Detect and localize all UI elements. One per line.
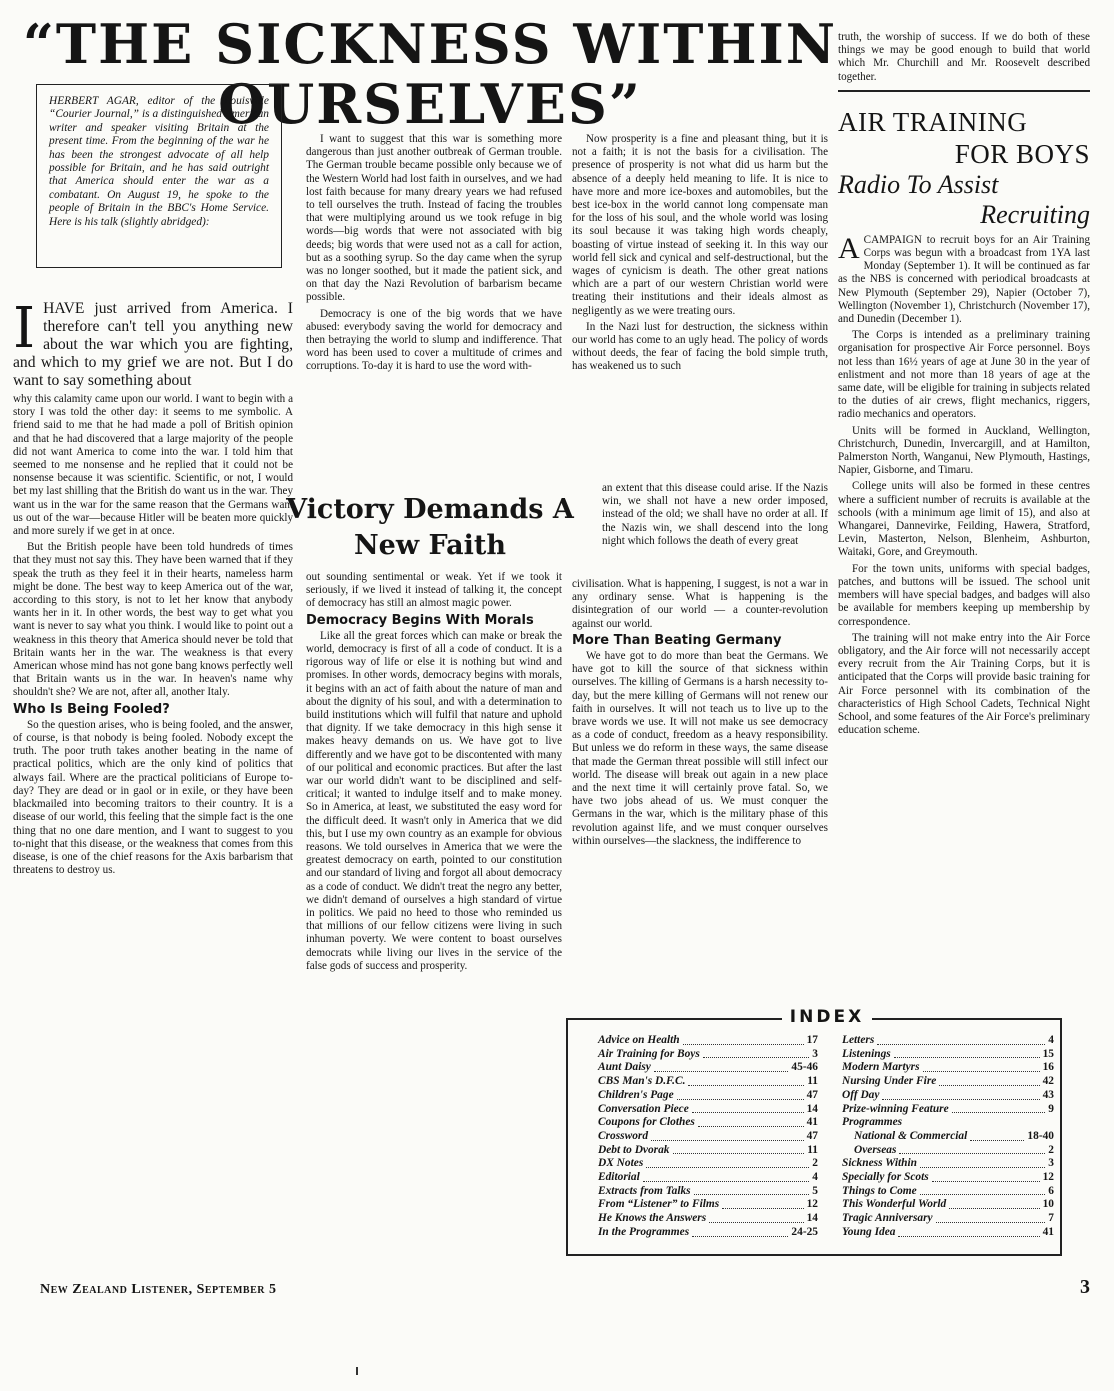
index-entry <box>842 1116 1054 1130</box>
index-entry-label: Advice on Health <box>598 1034 680 1046</box>
subheading: Who Is Being Fooled? <box>13 701 170 717</box>
index-entry-label: Modern Martyrs <box>842 1061 920 1074</box>
index-leader-dots <box>692 1103 804 1114</box>
index-entry-page: 4 <box>1048 1034 1054 1046</box>
index-entry-page: 43 <box>1042 1088 1054 1101</box>
intro-text: HERBERT AGAR, editor of the Louisville “Courier Journal,” is a distinguished American writer and speaker visiting Britain at the present time. From the beginning of the war he has been the strongest advocate of all help possible for Britain, and he has said outright that America should enter the war as a combatant. On August 19, he spoke to the people of Britain in the BBC's Home Service. Here is his talk (slightly abridged): <box>49 95 269 228</box>
index-entry-label: Debt to Dvorak <box>598 1143 670 1156</box>
index-entry <box>842 1226 1054 1240</box>
column-2-bottom <box>306 571 562 976</box>
index-entry-label: Things to Come <box>842 1184 917 1197</box>
index-leader-dots <box>677 1089 804 1100</box>
index-entry-label: Extracts from Talks <box>598 1184 691 1197</box>
index-leader-dots <box>877 1034 1045 1045</box>
subheading: Democracy Begins With Morals <box>306 612 534 628</box>
paragraph: out sounding sentimental or weak. Yet if we took it seriously, if we lived it instead of talking it, the concept of democracy has still an almost magic power. <box>306 571 562 610</box>
index-leader-dots <box>923 1061 1040 1072</box>
index-entry-label: This Wonderful World <box>842 1198 947 1211</box>
lead-text: HAVE just arrived from America. I therefore can't tell you anything new about the war which you are fighting, and which to my grief we are not. But I do want to say something about <box>13 300 293 389</box>
index-entry <box>598 1034 818 1048</box>
index-leader-dots <box>688 1075 804 1086</box>
index-entry <box>842 1185 1054 1199</box>
index-title: INDEX <box>782 1007 872 1027</box>
column-3-indented <box>572 482 828 551</box>
air-training-title-1: AIR TRAINING <box>838 106 1028 137</box>
index-entry-label: He Knows the Answers <box>598 1212 707 1225</box>
index-leader-dots <box>698 1116 804 1127</box>
footer-publication: New Zealand Listener, September 5 <box>40 1282 277 1297</box>
print-speck <box>356 1367 358 1375</box>
index-leader-dots <box>651 1130 804 1141</box>
paragraph: College units will also be formed in these centres where a sufficient number of recruits is available at the schools (with a minimum age limit of 15), and also at Whangarei, Dannevirke, Feilding, Hawera, Stratford, Levin, Masterton, Nelson, Blenheim, Ashburton, Waitaki, Gore, and Greymouth. <box>838 480 1090 559</box>
index-entry <box>598 1116 818 1130</box>
index-entry-label: Letters <box>842 1034 875 1046</box>
paragraph: In the Nazi lust for destruction, the sickness within our world has come to an ugly head. The policy of words without deeds, the fear of facing the bold simple truth, has weakened us to such <box>572 320 828 373</box>
index-entry-label: Prize-winning Feature <box>842 1102 949 1115</box>
index-entry-page: 6 <box>1048 1184 1054 1197</box>
index-entry-label: Specially for Scots <box>842 1171 929 1184</box>
index-entry <box>842 1061 1054 1075</box>
index-entry-page: 7 <box>1048 1212 1054 1225</box>
index-entry-page: 10 <box>1042 1198 1054 1211</box>
index-leader-dots <box>949 1198 1039 1209</box>
column-3-top <box>572 133 828 377</box>
index-entry-page: 9 <box>1048 1102 1054 1115</box>
paragraph: Like all the great forces which can make or break the world, democracy is first of all a code of conduct. It is a rigorous way of life or else it is nothing but wind and promises. In other words, democracy begins with morals, it begins with an act of faith about the nature of man and about the dignity of his soul, and with a determination to build institutions which will fulfil that nature and uphold that dignity. If we take democracy in this high sense it makes heavy demands on us. We have got to live differently and we have got to be discontented with many of our political and economic practices. But after the last war our world didn't want to be disciplined and self-critical; it wanted to indulge itself and to make money. So in America, at least, we substituted the easy word for the difficult deed. It wasn't only in America that we did this, but I use my own country as an example for obvious reasons. We told ourselves in America that we were the greatest democracy on earth, pointed to our constitution and our standard of living and forgot all about democracy as a code of conduct. We didn't treat the negro any better, we didn't demand of ourselves a high standard of virtue in politics. We paid no heed to those who reminded us that millions of our fellow citizens were living in such inhuman poverty. We were content to boast ourselves democrats while living our lives in the service of the false gods of success and prosperity. <box>306 629 562 972</box>
index-entry-page: 42 <box>1042 1075 1054 1088</box>
index-entry-page: 2 <box>812 1157 818 1170</box>
index-entry-page: 11 <box>807 1143 818 1156</box>
index-entry-page: 24-25 <box>791 1225 818 1238</box>
index-entry-page: 14 <box>806 1102 818 1115</box>
index-entry <box>598 1226 818 1240</box>
index-entry-label: Listenings <box>842 1047 891 1060</box>
index-entry <box>598 1157 818 1171</box>
index-leader-dots <box>939 1075 1039 1086</box>
index-entry-label: Conversation Piece <box>598 1102 689 1115</box>
index-leader-dots <box>692 1226 788 1237</box>
index-entry-page: 45-46 <box>791 1061 818 1074</box>
paragraph: Now prosperity is a fine and pleasant thing, but it is not a faith; it is not the basis for a civilisation. The presence of prosperity is not what did us harm but the absence of a deeply held meaning to life. It is nice to have more and more ice-boxes and automobiles, but the best ice-box in the world cannot long compensate man for the loss of his soul, and the whole world was losing its soul because it was taking high words cheaply, boasting of virtue instead of seeking it. In this way our world fell sick and cynical and self-destructional, but the wages of cynicism is death. The other great nations which are a part of our western Christian world were treating their institutions and their ideals almost as negligently as we were treating ours. <box>572 133 828 317</box>
paragraph: But the British people have been told hundreds of times that they must not say this. They have been warned that if they speak the truth as they feel it in their hearts, nameless harm might be done. The best way to keep America out of the war, according to this story, is not to let her know that anybody wants her in it. In other words, the best way to get what you want is never to say what you think. I would like to point out a weakness in this theory that America should never be told that Britain wants her in the war. The weakness is that every American whose mind has not gone bang knows perfectly well that Britain wants us in the war. In heaven's name why shouldn't she? We are not, after all, another Italy. <box>13 541 293 699</box>
index-leader-dots <box>643 1171 810 1182</box>
index-entry-page: 12 <box>806 1198 818 1211</box>
index-entry-page: 14 <box>806 1212 818 1225</box>
index-entry <box>598 1061 818 1075</box>
index-entry-page: 4 <box>812 1171 818 1184</box>
index-entry <box>842 1157 1054 1171</box>
index-entry <box>598 1185 818 1199</box>
index-entry-label: National & Commercial <box>854 1129 968 1142</box>
index-leader-dots <box>683 1034 804 1045</box>
index-entry-page: 3 <box>1048 1157 1054 1170</box>
radio-title-1: Radio To Assist <box>838 169 999 199</box>
index-entry <box>598 1171 818 1185</box>
index-entry-label: Crossword <box>598 1129 649 1142</box>
lead-paragraph <box>13 296 293 390</box>
paragraph: The Corps is intended as a preliminary training organisation for prospective Air Force personnel. Boys not less than 16½ years of age at June 30 in the year of enlistment and not more than 18 years of age at the same date, will be eligible for training in subjects related to the duties of air crews, flight mechanics, riggers, radio mechanics and operators. <box>838 329 1090 421</box>
index-entry <box>842 1171 1054 1185</box>
drop-cap: I <box>13 296 36 361</box>
index-entry <box>598 1103 818 1117</box>
index-entry-page: 41 <box>1042 1225 1054 1238</box>
index-entry-page: 41 <box>806 1116 818 1129</box>
index-entry <box>598 1212 818 1226</box>
index-entry <box>842 1130 1054 1144</box>
index-entry-label: Young Idea <box>842 1225 896 1238</box>
index-entry <box>598 1075 818 1089</box>
index-leader-dots <box>694 1185 810 1196</box>
index-entry <box>842 1198 1054 1212</box>
page-number: 3 <box>1080 1276 1090 1298</box>
index-entry-page: 3 <box>812 1047 818 1060</box>
index-leader-dots <box>920 1157 1045 1168</box>
index-leader-dots <box>899 1144 1045 1155</box>
index-entry <box>842 1103 1054 1117</box>
index-leader-dots <box>882 1089 1039 1100</box>
index-entry-label: Sickness Within <box>842 1157 918 1170</box>
index-entry-page: 12 <box>1042 1171 1054 1184</box>
index-entry-page: 47 <box>806 1088 818 1101</box>
index-entry-label: From “Listener” to Films <box>598 1198 720 1211</box>
index-leader-dots <box>920 1185 1046 1196</box>
index-entry-label: Coupons for Clothes <box>598 1116 695 1129</box>
index-entry-label: Children's Page <box>598 1088 674 1101</box>
index-leader-dots <box>932 1171 1040 1182</box>
paragraph-text: CAMPAIGN to recruit boys for an Air Training Corps was begun with a broadcast from 1YA last Monday (September 1). It will be continued as far as the NBS is concerned with periodical broadcasts at New Plymouth (September 29), Napier (October 7), Wellington (November 1), Christchurch (November 17), and Dunedin (December 1). <box>838 233 1090 326</box>
index-leader-dots <box>722 1198 803 1209</box>
paragraph: why this calamity came upon our world. I want to begin with a story I was told the other day: it seems to me symbolic. A friend said to me that he had made a poll of British opinion and that he had discovered that a large majority of the people did not want America to come into the war. I told him that seemed to me nonsense and he replied that it could not be nonsense because it was scientific. Scientific, or not, I would bet my last shilling that the British do want us in the war. They want us in the war for the same reason that the Germans want us out of the war—because Hitler will be beaten more quickly and more surely if we get in at once. <box>13 393 293 538</box>
air-training-title-2: FOR BOYS <box>954 138 1090 169</box>
index-entry-label: Tragic Anniversary <box>842 1212 933 1225</box>
index-entry <box>842 1075 1054 1089</box>
headline: “THE SICKNESS WITHIN OURSELVES” <box>22 12 838 136</box>
drop-cap: A <box>838 231 860 265</box>
index-entry <box>598 1089 818 1103</box>
index-leader-dots <box>709 1212 803 1223</box>
index-entry <box>842 1034 1054 1048</box>
index-entry-label: Overseas <box>854 1143 897 1156</box>
column-2-top <box>306 133 562 377</box>
paragraph: The training will not make entry into the Air Force obligatory, and the Air force will not necessarily accept every recruit from the Air Training Corps, but it is anticipated that the Corps will provide basic training for Air Force personnel with its combination of the characteristics of High School Cadets, Technical Night School, and some features of the Air Force's preliminary education scheme. <box>838 631 1090 737</box>
column-3-bottom <box>572 578 828 851</box>
index-leader-dots <box>703 1048 809 1059</box>
column-4 <box>838 31 1090 740</box>
index-entry-page: 18-40 <box>1027 1129 1054 1142</box>
divider <box>838 90 1090 92</box>
paragraph: an extent that this disease could arise. If the Nazis win, we shall not have a new order imposed, instead of the old; we shall have no order at all. If the Nazis win, we shall descend into the long night which follows the death of every great <box>602 482 828 547</box>
paragraph: For the town units, uniforms with special badges, patches, and buttons will be issued. The school unit members will have special badges, and badges will also be available for members keeping up membership by correspondence. <box>838 562 1090 628</box>
index-entry-label: DX Notes <box>598 1157 644 1170</box>
index-leader-dots <box>646 1157 809 1168</box>
victory-heading: Victory Demands A New Faith <box>286 494 574 561</box>
index-entry-label: Air Training for Boys <box>598 1047 700 1060</box>
index-entry <box>842 1144 1054 1158</box>
index-leader-dots <box>952 1103 1046 1114</box>
index-entry-page: 17 <box>806 1034 818 1046</box>
index-entry-page: 11 <box>807 1075 818 1088</box>
index-entry <box>598 1144 818 1158</box>
index-entry-page: 47 <box>806 1129 818 1142</box>
index-left-column <box>598 1034 818 1240</box>
index-entry <box>598 1198 818 1212</box>
column-1 <box>13 296 293 880</box>
index-entry <box>842 1048 1054 1062</box>
index-right-column <box>842 1034 1054 1240</box>
index-entry-page: 16 <box>1042 1061 1054 1074</box>
index-leader-dots <box>894 1048 1040 1059</box>
index-leader-dots <box>898 1226 1039 1237</box>
index-leader-dots <box>654 1061 789 1072</box>
paragraph: Units will be formed in Auckland, Wellington, Christchurch, Dunedin, Invercargill, and at Hamilton, Palmerston North, Wanganui, New Plymouth, Hastings, Napier, Gisborne, and Timaru. <box>838 424 1090 477</box>
index-entry-label: Aunt Daisy <box>598 1061 651 1074</box>
index-entry <box>598 1130 818 1144</box>
paragraph <box>838 231 1090 326</box>
index-entry-label: Nursing Under Fire <box>842 1075 937 1088</box>
paragraph: I want to suggest that this war is something more dangerous than just another outbreak of German trouble. The German trouble became possible only because we of the Western World had lost faith in ourselves, and we had lost faith because for many dreary years we had refused to tell ourselves the truth. Instead of facing the troubles that were multiplying around us we took refuge in big words—big words that were not associated with big deeds; big words that were used not as a call for action, but as a soothing syrup. So the day came when the syrup was no longer soothed, but it made the patient sick, and on that day the Nazi Revolution of barbarism became possible. <box>306 133 562 304</box>
index-entry-label: In the Programmes <box>598 1225 690 1238</box>
paragraph: civilisation. What is happening, I suggest, is not a war in any ordinary sense. What is happening is the disintegration of our world — a counter-revolution against our world. <box>572 578 828 630</box>
index-entry-label: Off Day <box>842 1088 880 1101</box>
index-entry-label: Editorial <box>598 1171 640 1184</box>
paragraph: We have got to do more than beat the Germans. We have got to kill the source of that sickness within ourselves. The killing of Germans is a harsh necessity to-day, but the mere killing of Germans will not renew our faith in ourselves. It will not teach us to live up to the brave words we use. It will not make us see democracy as a code of conduct, freedom as a heavy responsibility. But unless we do reform in these ways, the same disease that made the German threat possible will still infect our world. The disease will break out again in a new place and the next time it will certainly prove fatal. So, we have two jobs ahead of us. We must conquer the Germans in the war, which is the military phase of this revolution against life, and we must conquer ourselves within ourselves—the slackness, the indifference to <box>572 650 828 847</box>
paragraph: truth, the worship of success. If we do both of these things we may be good enough to build that world which Mr. Churchill and Mr. Roosevelt described together. <box>838 31 1090 83</box>
index-entry-label: Programmes <box>842 1116 903 1129</box>
radio-title-2: Recruiting <box>980 199 1090 229</box>
index-leader-dots <box>970 1130 1024 1141</box>
paragraph: Democracy is one of the big words that we have abused: everybody saving the world for democracy and then betraying the world to slump and indifference. That word has been used to cover a multitude of crimes and corruptions. To-day it is hard to use the word with- <box>306 307 562 373</box>
index-entry-page: 2 <box>1048 1143 1054 1156</box>
index-entry-label: CBS Man's D.F.C. <box>598 1075 686 1088</box>
index-entry <box>598 1048 818 1062</box>
index-entry-page: 15 <box>1042 1047 1054 1060</box>
index-leader-dots <box>673 1144 805 1155</box>
subheading: More Than Beating Germany <box>572 632 782 648</box>
index-leader-dots <box>936 1212 1046 1223</box>
index-entry <box>842 1212 1054 1226</box>
index-entry <box>842 1089 1054 1103</box>
intro-box <box>36 84 282 268</box>
index-entry-page: 5 <box>812 1184 818 1197</box>
paragraph: So the question arises, who is being fooled, and the answer, of course, is that nobody is being fooled. Nobody except the truth. The poor truth takes another beating in the name of practical politics, which are the only kind of politics that always fail. Where are the practical politicians of Europe to-day? They are dead or in gaol or in exile, or they have been blackmailed into becoming traitors to their country. It is a disease of our world, this feeling that the simple fact is the one thing that no one dare mention, and I want to suggest to you to-night that this disease, or the weakness that comes from this disease, is one of the chief reasons for the Axis barbarism that threatens to destroy us. <box>13 718 293 877</box>
